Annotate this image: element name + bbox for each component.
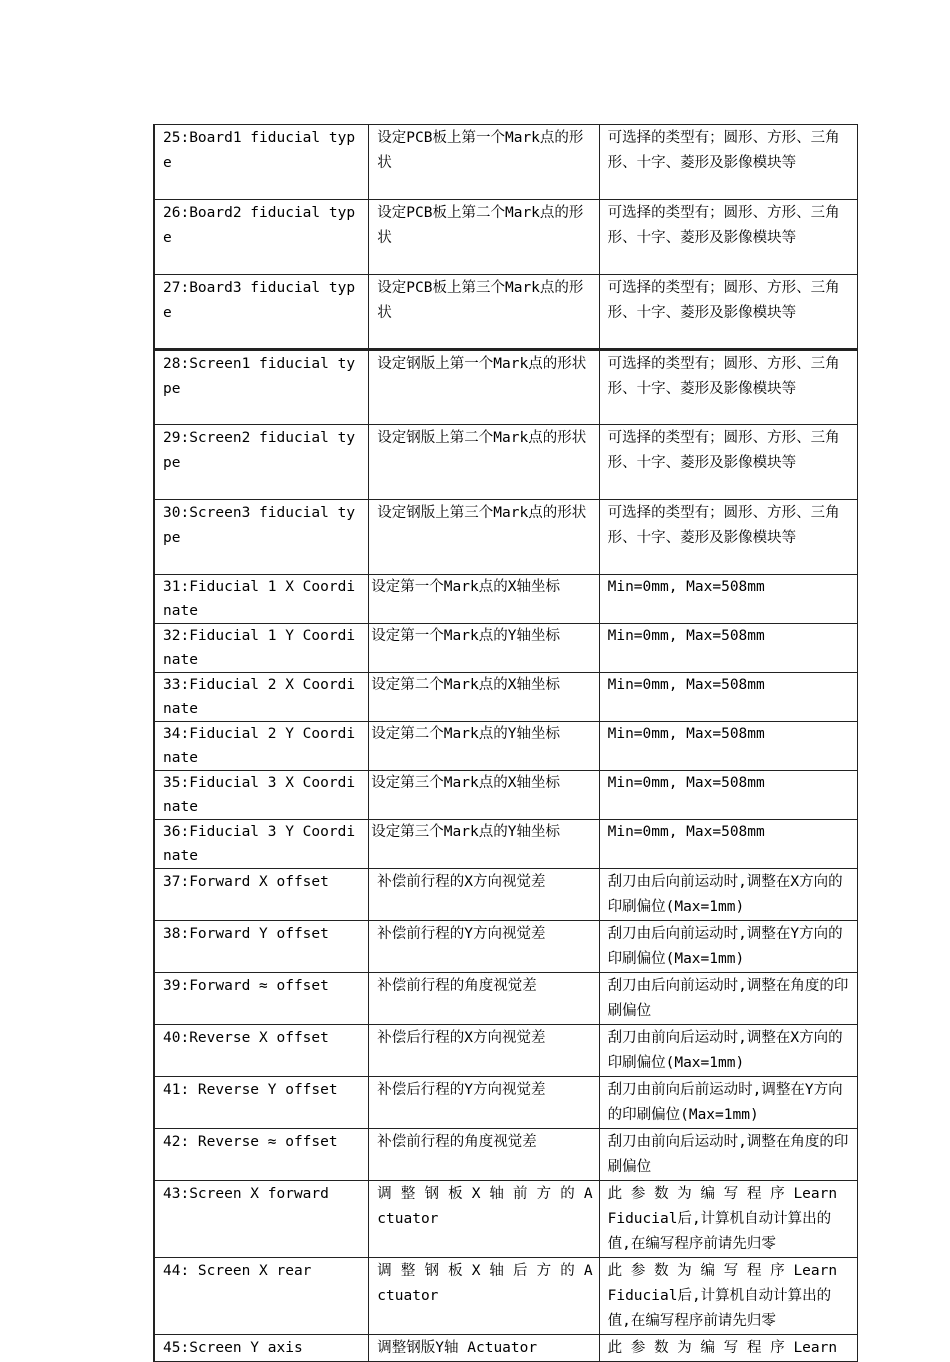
param-name-cell: 27:Board3 fiducial type xyxy=(154,275,369,350)
param-note-cell: 刮刀由后向前运动时,调整在角度的印刷偏位 xyxy=(599,973,857,1025)
param-desc-cell: 设定钢版上第一个Mark点的形状 xyxy=(369,350,599,425)
param-name-cell: 28:Screen1 fiducial type xyxy=(154,350,369,425)
param-desc-cell: 设定第二个Mark点的X轴坐标 xyxy=(369,673,599,722)
param-name-cell: 38:Forward Y offset xyxy=(154,921,369,973)
param-desc-cell: 补偿后行程的X方向视觉差 xyxy=(369,1025,599,1077)
param-note-cell: 刮刀由前向后运动时,调整在角度的印刷偏位 xyxy=(599,1129,857,1181)
param-note-cell: 此 参 数 为 编 写 程 序 Learn Fiducial后,计算机自动计算出的值,在编写程序前请先归零 xyxy=(599,1258,857,1335)
table-row xyxy=(154,624,858,673)
param-note-cell: 可选择的类型有；圆形、方形、三角形、十字、菱形及影像模块等 xyxy=(599,125,857,200)
param-desc-cell: 设定第一个Mark点的X轴坐标 xyxy=(369,575,599,624)
table-row xyxy=(154,820,858,869)
param-note-cell: Min=0mm, Max=508mm xyxy=(599,624,857,673)
table-row xyxy=(154,125,858,200)
param-name-cell: 34:Fiducial 2 Y Coordinate xyxy=(154,722,369,771)
table-row xyxy=(154,1335,858,1362)
table-row xyxy=(154,425,858,500)
param-name-cell: 26:Board2 fiducial type xyxy=(154,200,369,275)
param-name-cell: 37:Forward X offset xyxy=(154,869,369,921)
table-row xyxy=(154,1181,858,1258)
param-desc-cell: 设定钢版上第二个Mark点的形状 xyxy=(369,425,599,500)
param-note-cell: 可选择的类型有；圆形、方形、三角形、十字、菱形及影像模块等 xyxy=(599,425,857,500)
param-name-cell: 40:Reverse X offset xyxy=(154,1025,369,1077)
table-row xyxy=(154,1258,858,1335)
param-note-cell: 可选择的类型有；圆形、方形、三角形、十字、菱形及影像模块等 xyxy=(599,275,857,350)
param-desc-cell: 设定PCB板上第三个Mark点的形状 xyxy=(369,275,599,350)
param-desc-cell: 补偿前行程的角度视觉差 xyxy=(369,1129,599,1181)
param-desc-cell: 补偿前行程的Y方向视觉差 xyxy=(369,921,599,973)
param-note-cell: 此 参 数 为 编 写 程 序 Learn Fiducial后,计算机自动计算出的值,在编写程序前请先归零 xyxy=(599,1181,857,1258)
table-row xyxy=(154,722,858,771)
param-name-cell: 45:Screen Y axis xyxy=(154,1335,369,1362)
param-name-cell: 33:Fiducial 2 X Coordinate xyxy=(154,673,369,722)
param-name-cell: 30:Screen3 fiducial type xyxy=(154,500,369,575)
table-row xyxy=(154,200,858,275)
param-note-cell: 此 参 数 为 编 写 程 序 Learn xyxy=(599,1335,857,1362)
param-note-cell: Min=0mm, Max=508mm xyxy=(599,820,857,869)
param-desc-cell: 调 整 钢 板 X 轴 后 方 的 Actuator xyxy=(369,1258,599,1335)
param-name-cell: 31:Fiducial 1 X Coordinate xyxy=(154,575,369,624)
param-name-cell: 43:Screen X forward xyxy=(154,1181,369,1258)
param-desc-cell: 调 整 钢 板 X 轴 前 方 的 Actuator xyxy=(369,1181,599,1258)
table-row xyxy=(154,673,858,722)
param-desc-cell: 补偿后行程的Y方向视觉差 xyxy=(369,1077,599,1129)
table-row xyxy=(154,1129,858,1181)
table-row xyxy=(154,1025,858,1077)
param-note-cell: Min=0mm, Max=508mm xyxy=(599,575,857,624)
param-note-cell: 可选择的类型有；圆形、方形、三角形、十字、菱形及影像模块等 xyxy=(599,500,857,575)
param-desc-cell: 设定第二个Mark点的Y轴坐标 xyxy=(369,722,599,771)
param-desc-cell: 补偿前行程的角度视觉差 xyxy=(369,973,599,1025)
param-note-cell: 刮刀由前向后运动时,调整在X方向的印刷偏位(Max=1mm) xyxy=(599,1025,857,1077)
param-name-cell: 39:Forward ≈ offset xyxy=(154,973,369,1025)
table-row xyxy=(154,275,858,350)
param-desc-cell: 调整钢版Y轴 Actuator xyxy=(369,1335,599,1362)
table-row xyxy=(154,771,858,820)
param-note-cell: 可选择的类型有；圆形、方形、三角形、十字、菱形及影像模块等 xyxy=(599,200,857,275)
param-desc-cell: 设定第三个Mark点的X轴坐标 xyxy=(369,771,599,820)
param-note-cell: 刮刀由前向后前运动时,调整在Y方向的印刷偏位(Max=1mm) xyxy=(599,1077,857,1129)
table-row xyxy=(154,575,858,624)
table-row xyxy=(154,869,858,921)
param-note-cell: 可选择的类型有；圆形、方形、三角形、十字、菱形及影像模块等 xyxy=(599,350,857,425)
param-desc-cell: 设定PCB板上第二个Mark点的形状 xyxy=(369,200,599,275)
param-note-cell: Min=0mm, Max=508mm xyxy=(599,771,857,820)
param-desc-cell: 设定PCB板上第一个Mark点的形状 xyxy=(369,125,599,200)
param-desc-cell: 补偿前行程的X方向视觉差 xyxy=(369,869,599,921)
param-name-cell: 42: Reverse ≈ offset xyxy=(154,1129,369,1181)
table-row xyxy=(154,1077,858,1129)
param-name-cell: 36:Fiducial 3 Y Coordinate xyxy=(154,820,369,869)
table-row xyxy=(154,973,858,1025)
param-desc-cell: 设定钢版上第三个Mark点的形状 xyxy=(369,500,599,575)
param-desc-cell: 设定第三个Mark点的Y轴坐标 xyxy=(369,820,599,869)
table-row xyxy=(154,350,858,425)
param-name-cell: 32:Fiducial 1 Y Coordinate xyxy=(154,624,369,673)
param-name-cell: 44: Screen X rear xyxy=(154,1258,369,1335)
param-name-cell: 41: Reverse Y offset xyxy=(154,1077,369,1129)
param-name-cell: 29:Screen2 fiducial type xyxy=(154,425,369,500)
param-note-cell: Min=0mm, Max=508mm xyxy=(599,673,857,722)
param-note-cell: 刮刀由后向前运动时,调整在X方向的印刷偏位(Max=1mm) xyxy=(599,869,857,921)
param-note-cell: Min=0mm, Max=508mm xyxy=(599,722,857,771)
table-row xyxy=(154,500,858,575)
parameter-table xyxy=(153,124,858,1362)
param-note-cell: 刮刀由后向前运动时,调整在Y方向的印刷偏位(Max=1mm) xyxy=(599,921,857,973)
param-name-cell: 35:Fiducial 3 X Coordinate xyxy=(154,771,369,820)
param-desc-cell: 设定第一个Mark点的Y轴坐标 xyxy=(369,624,599,673)
table-row xyxy=(154,921,858,973)
param-name-cell: 25:Board1 fiducial type xyxy=(154,125,369,200)
